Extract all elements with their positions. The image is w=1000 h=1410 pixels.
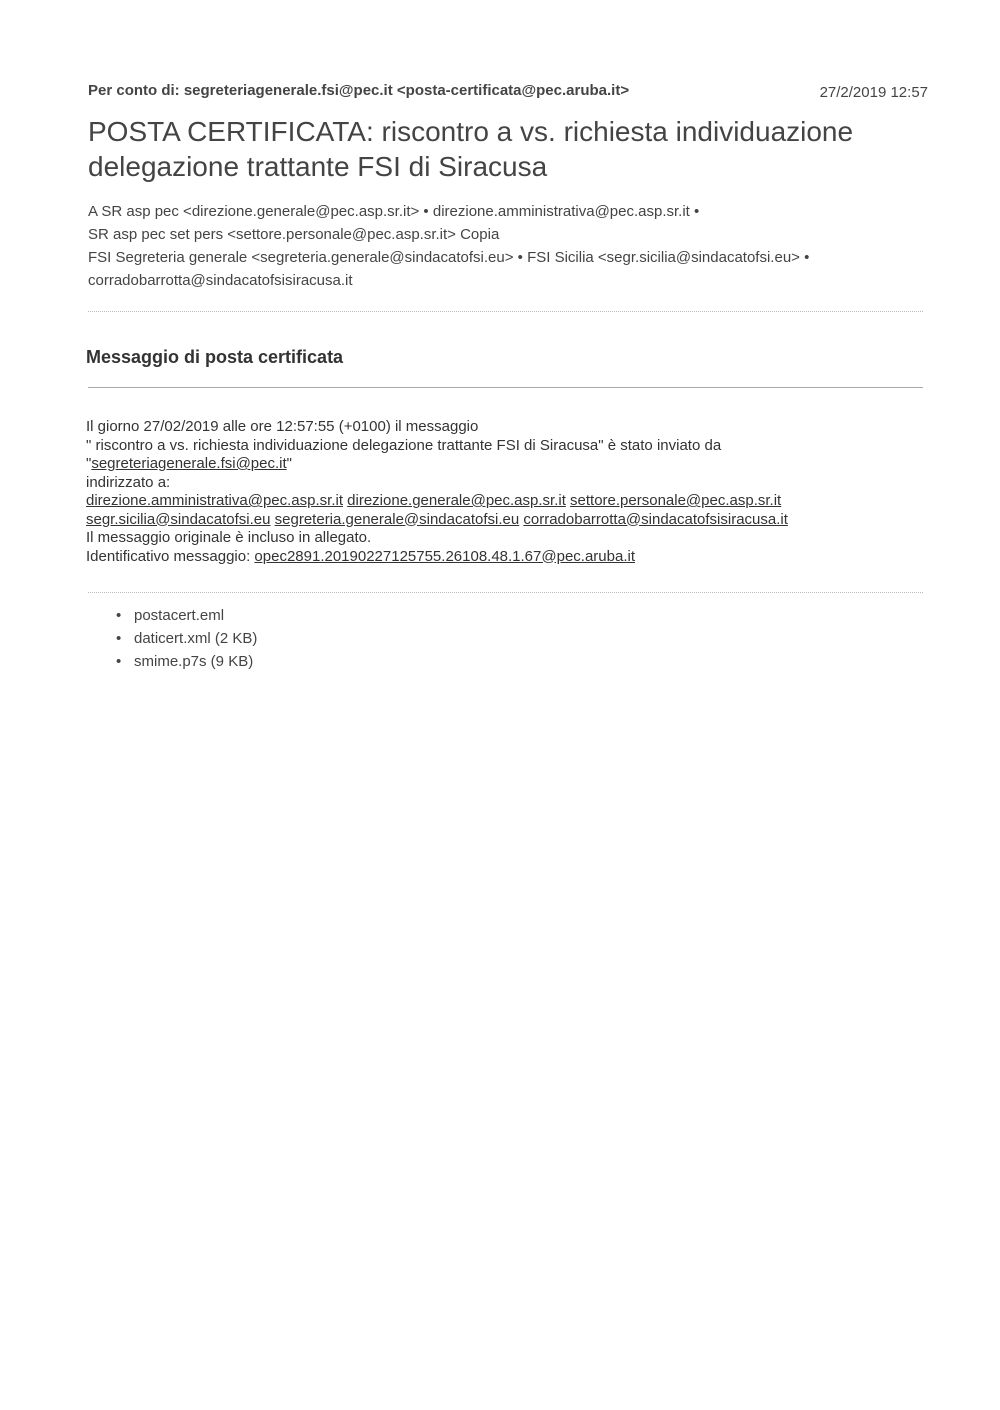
address-link[interactable]: direzione.generale@pec.asp.sr.it <box>347 492 566 509</box>
subject-line-1: POSTA CERTIFICATA: riscontro a vs. richiesta individuazione <box>88 116 854 147</box>
quote-open: " <box>86 455 92 472</box>
message-identifier <box>86 548 936 567</box>
bullet-icon: • <box>116 630 122 647</box>
address-link[interactable]: direzione.amministrativa@pec.asp.sr.it <box>86 492 343 509</box>
attachment-item[interactable] <box>112 627 257 650</box>
message-line-date: Il giorno 27/02/2019 alle ore 12:57:55 (+0100) il messaggio <box>86 418 479 435</box>
recipients-line-3: FSI Segreteria generale <segreteria.generale@sindacatofsi.eu> • FSI Sicilia <segr.sicilia@sindacatofsi.eu> • <box>88 249 810 266</box>
identifier-link[interactable]: opec2891.20190227125755.26108.48.1.67@pec.aruba.it <box>254 547 635 565</box>
address-link[interactable]: segr.sicilia@sindacatofsi.eu <box>86 510 271 528</box>
identifier-label: Identificativo messaggio: <box>86 547 255 565</box>
message-date: 27/2/2019 12:57 <box>819 84 928 101</box>
attachment-item[interactable] <box>112 604 257 627</box>
attachment-name[interactable]: smime.p7s (9 KB) <box>134 653 254 670</box>
message-subject <box>88 114 908 184</box>
attachment-name[interactable]: postacert.eml <box>134 607 225 624</box>
addressed-to-label: indirizzato a: <box>86 473 171 491</box>
certified-message-body <box>86 418 936 566</box>
recipients-line-2: SR asp pec set pers <settore.personale@pec.asp.sr.it> Copia <box>88 226 500 243</box>
divider <box>88 387 923 388</box>
original-included-note: Il messaggio originale è incluso in allegato. <box>86 529 372 546</box>
address-link[interactable]: settore.personale@pec.asp.sr.it <box>570 492 782 509</box>
bullet-icon: • <box>116 607 122 624</box>
divider <box>88 311 923 312</box>
addresses-row-1 <box>86 492 936 511</box>
bullet-icon: • <box>116 653 122 670</box>
recipients-block <box>88 200 938 292</box>
recipients-line-1: A SR asp pec <direzione.generale@pec.asp.sr.it> • direzione.amministrativa@pec.asp.sr.it • <box>88 203 700 220</box>
addresses-row-2 <box>86 511 936 530</box>
sender-on-behalf: Per conto di: segreteriagenerale.fsi@pec.it <posta-certificata@pec.aruba.it> <box>88 82 630 99</box>
section-title: Messaggio di posta certificata <box>86 347 344 367</box>
quote-close: " <box>286 455 292 472</box>
message-header <box>88 82 928 104</box>
attachment-item[interactable] <box>112 650 257 673</box>
subject-line-2: delegazione trattante FSI di Siracusa <box>88 151 548 182</box>
attachments-list <box>112 604 257 673</box>
sender-line <box>86 455 936 474</box>
sender-link[interactable]: segreteriagenerale.fsi@pec.it <box>91 455 287 472</box>
divider <box>88 592 923 593</box>
attachment-name[interactable]: daticert.xml (2 KB) <box>134 630 258 647</box>
address-link[interactable]: corradobarrotta@sindacatofsisiracusa.it <box>523 510 788 528</box>
recipients-line-4: corradobarrotta@sindacatofsisiracusa.it <box>88 272 353 289</box>
address-link[interactable]: segreteria.generale@sindacatofsi.eu <box>274 510 520 528</box>
message-line-subject: " riscontro a vs. richiesta individuazione delegazione trattante FSI di Siracusa" è stato inviato da <box>86 436 722 454</box>
